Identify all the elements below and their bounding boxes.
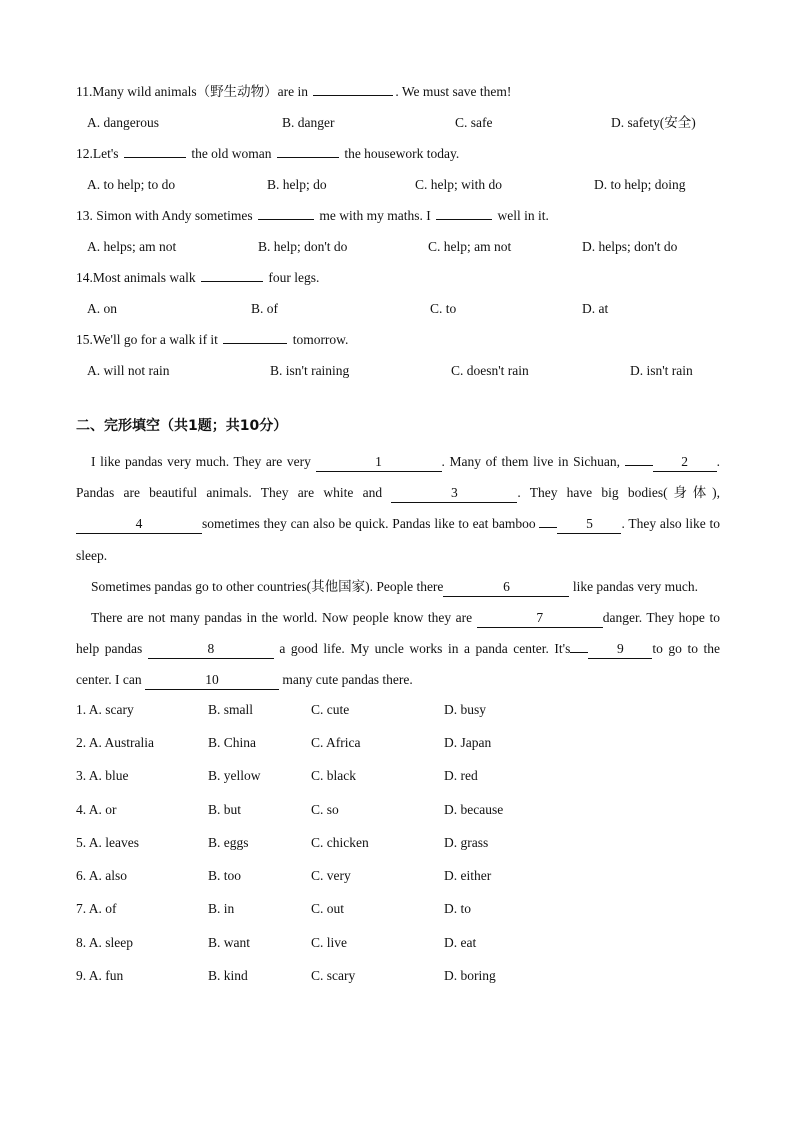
- option-b[interactable]: B. yellow: [208, 768, 261, 784]
- option-d[interactable]: D. safety(安全): [611, 115, 696, 130]
- question-text: Simon with Andy sometimes: [92, 208, 253, 223]
- option-a[interactable]: 7. A. of: [76, 901, 117, 917]
- option-b[interactable]: B. small: [208, 701, 254, 717]
- option-b[interactable]: B. help; don't do: [258, 239, 348, 254]
- cloze-option-row-9: [76, 964, 720, 997]
- option-d[interactable]: D. grass: [444, 834, 489, 850]
- question-number: 12.: [76, 146, 93, 161]
- option-d[interactable]: D. to help; doing: [594, 177, 686, 192]
- option-d[interactable]: D. either: [444, 868, 492, 884]
- question-text: four legs.: [268, 270, 320, 285]
- passage-text: many cute pandas there.: [278, 672, 413, 688]
- option-a[interactable]: 5. A. leaves: [76, 834, 139, 850]
- option-d[interactable]: D. red: [444, 768, 478, 784]
- cloze-blank-6[interactable]: 6: [443, 578, 569, 597]
- passage-paragraph-1: [76, 446, 720, 571]
- option-c[interactable]: C. help; am not: [428, 239, 512, 254]
- question-text: me with my maths. I: [319, 208, 431, 223]
- option-b[interactable]: B. China: [208, 734, 257, 750]
- option-a[interactable]: 6. A. also: [76, 868, 128, 884]
- option-c[interactable]: C. so: [311, 801, 339, 817]
- option-d[interactable]: D. Japan: [444, 734, 492, 750]
- passage-text: danger. They hope to help pandas: [76, 610, 720, 657]
- question-text: We'll go for a walk if it: [92, 332, 218, 347]
- option-a[interactable]: A. dangerous: [87, 115, 159, 130]
- answer-blank[interactable]: [223, 328, 287, 344]
- cloze-option-row-8: [76, 931, 720, 964]
- option-c[interactable]: C. help; with do: [415, 177, 502, 192]
- passage-text: sometimes they can also be quick. Pandas like to eat bamboo: [202, 516, 540, 532]
- worksheet-page: [76, 80, 720, 997]
- cloze-option-row-7: [76, 897, 720, 930]
- cloze-option-row-5: [76, 831, 720, 864]
- cloze-blank-3[interactable]: 3: [391, 484, 517, 503]
- option-a[interactable]: 9. A. fun: [76, 968, 124, 983]
- question-text: well in it.: [497, 208, 549, 223]
- cloze-option-row-3: [76, 764, 720, 797]
- passage-text: . Pandas are beautiful animals. They are white and: [76, 454, 720, 501]
- passage-text: a good life. My uncle works in a panda center. It's: [273, 641, 571, 657]
- cloze-blank-9-start[interactable]: [570, 652, 588, 653]
- passage-text: . They have big bodies(身体),: [517, 485, 721, 501]
- option-b[interactable]: B. of: [251, 301, 278, 316]
- option-a[interactable]: A. helps; am not: [87, 239, 177, 254]
- question-15: [76, 328, 720, 359]
- options-15: [76, 359, 720, 390]
- question-text: tomorrow.: [292, 332, 349, 347]
- cloze-blank-4[interactable]: 4: [76, 515, 202, 534]
- passage-text: I like pandas very much. They are very: [91, 454, 316, 469]
- option-c[interactable]: C. doesn't rain: [451, 363, 529, 378]
- option-a[interactable]: 8. A. sleep: [76, 934, 133, 950]
- option-b[interactable]: B. isn't raining: [270, 363, 350, 378]
- question-number: 15.: [76, 332, 93, 347]
- cloze-blank-7[interactable]: 7: [477, 609, 603, 628]
- question-text: the housework today.: [344, 146, 460, 161]
- question-number: 11.: [76, 84, 93, 99]
- question-12: [76, 142, 720, 173]
- question-14: [76, 266, 720, 297]
- option-c[interactable]: C. scary: [311, 968, 356, 983]
- passage-text: like pandas very much.: [569, 578, 699, 594]
- option-c[interactable]: C. to: [430, 301, 457, 316]
- cloze-option-row-1: [76, 698, 720, 731]
- passage-paragraph-2: [76, 571, 720, 602]
- option-c[interactable]: C. black: [311, 768, 356, 784]
- option-b[interactable]: B. help; do: [267, 177, 327, 192]
- answer-blank[interactable]: [436, 204, 492, 220]
- passage-text: . They also like to sleep.: [76, 516, 720, 563]
- cloze-option-row-4: [76, 798, 720, 831]
- option-a[interactable]: A. to help; to do: [87, 177, 176, 192]
- cloze-blank-2[interactable]: 2: [653, 453, 717, 472]
- option-c[interactable]: C. Africa: [311, 734, 361, 750]
- cloze-passage: [76, 446, 720, 696]
- answer-blank[interactable]: [124, 142, 186, 158]
- question-text: . We must save them!: [395, 84, 512, 99]
- option-c[interactable]: C. very: [311, 868, 351, 884]
- option-d[interactable]: D. isn't rain: [630, 363, 693, 378]
- option-b[interactable]: B. kind: [208, 968, 248, 983]
- passage-text: There are not many pandas in the world. Now people know they are: [91, 610, 477, 626]
- option-a[interactable]: A. on: [87, 301, 117, 316]
- option-c[interactable]: C. chicken: [311, 834, 369, 850]
- option-d[interactable]: D. to: [444, 901, 471, 917]
- option-d[interactable]: D. busy: [444, 701, 487, 717]
- cloze-options: [76, 698, 720, 998]
- option-b[interactable]: B. but: [208, 801, 242, 817]
- question-number: 14.: [76, 270, 93, 285]
- option-d[interactable]: D. because: [444, 801, 504, 817]
- option-d[interactable]: D. boring: [444, 968, 496, 983]
- question-13: [76, 204, 720, 235]
- cloze-option-row-6: [76, 864, 720, 897]
- answer-blank[interactable]: [277, 142, 339, 158]
- options-13: [76, 235, 720, 266]
- cloze-blank-10[interactable]: 10: [145, 671, 279, 690]
- cloze-blank-1[interactable]: 1: [316, 453, 442, 472]
- option-b[interactable]: B. eggs: [208, 834, 249, 850]
- question-text: the old woman: [191, 146, 272, 161]
- option-d[interactable]: D. at: [582, 301, 609, 316]
- passage-text: Sometimes pandas go to other countries(其他国家). People there: [91, 578, 444, 594]
- option-c[interactable]: C. out: [311, 901, 345, 917]
- cloze-blank-5-start[interactable]: [539, 527, 557, 528]
- option-c[interactable]: C. live: [311, 934, 347, 950]
- section-title: 二、完形填空（共1题；共10分）: [76, 418, 288, 434]
- option-b[interactable]: B. too: [208, 868, 242, 884]
- option-d[interactable]: D. helps; don't do: [582, 239, 678, 254]
- option-c[interactable]: C. cute: [311, 701, 350, 717]
- cloze-blank-2-start[interactable]: [625, 465, 653, 466]
- cloze-blank-8[interactable]: 8: [148, 640, 274, 659]
- passage-text: to go to the center. I can: [76, 641, 720, 688]
- question-11: [76, 80, 720, 111]
- answer-blank[interactable]: [258, 204, 314, 220]
- option-a[interactable]: 1. A. scary: [76, 701, 134, 717]
- answer-blank[interactable]: [201, 266, 263, 282]
- passage-paragraph-3: [76, 602, 720, 696]
- cloze-option-row-2: [76, 731, 720, 764]
- cloze-blank-5[interactable]: 5: [557, 515, 621, 534]
- options-14: [76, 297, 720, 328]
- option-d[interactable]: D. eat: [444, 934, 477, 950]
- question-text: Most animals walk: [92, 270, 196, 285]
- passage-text: . Many of them live in Sichuan,: [441, 454, 625, 469]
- question-number: 13.: [76, 208, 93, 223]
- options-11: [76, 111, 720, 142]
- option-b[interactable]: B. in: [208, 901, 235, 917]
- option-a[interactable]: 2. A. Australia: [76, 734, 154, 750]
- option-b[interactable]: B. want: [208, 934, 250, 950]
- options-12: [76, 173, 720, 204]
- option-c[interactable]: C. safe: [455, 115, 493, 130]
- question-text: Many wild animals（野生动物）are in: [92, 84, 308, 99]
- answer-blank[interactable]: [313, 80, 393, 96]
- option-b[interactable]: B. danger: [282, 115, 335, 130]
- cloze-blank-9[interactable]: 9: [588, 640, 652, 659]
- option-a[interactable]: 3. A. blue: [76, 768, 129, 784]
- option-a[interactable]: 4. A. or: [76, 801, 117, 817]
- option-a[interactable]: A. will not rain: [87, 363, 170, 378]
- question-text: Let's: [92, 146, 119, 161]
